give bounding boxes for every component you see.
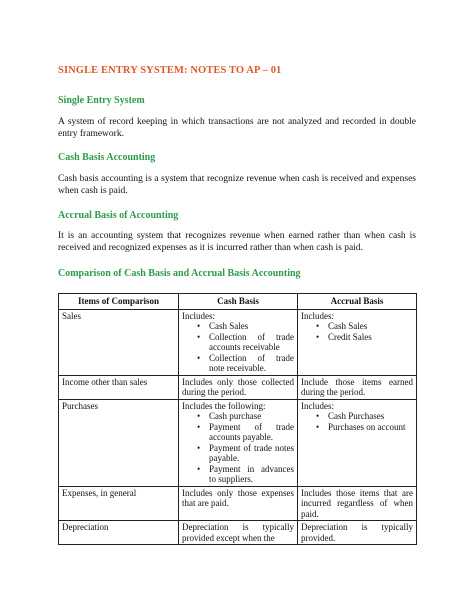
heading-comparison: Comparison of Cash Basis and Accrual Basis Accounting [58, 268, 301, 279]
list-item: • Collection of trade note receivable. [182, 353, 294, 374]
list-item: • Payment of trade accounts payable. [182, 422, 294, 443]
row-label: Sales [59, 309, 179, 375]
cell-intro: Includes the following: [182, 400, 266, 411]
list-item: • Cash Purchases [301, 411, 413, 422]
list-item: • Payment of trade notes payable. [182, 443, 294, 464]
accrual-basis-cell: Include those items earned during the period. [298, 375, 417, 399]
heading-cash-basis-accounting: Cash Basis Accounting [58, 152, 156, 163]
cash-basis-cell [179, 399, 298, 486]
column-header-items: Items of Comparison [59, 294, 179, 310]
list-item: • Payment in advances to suppliers. [182, 464, 294, 485]
cell-intro: Includes: [301, 400, 334, 411]
document-title: SINGLE ENTRY SYSTEM: NOTES TO AP – 01 [58, 65, 282, 76]
table-row-income-other [59, 375, 417, 399]
paragraph-single-entry-system: A system of record keeping in which transactions are not analyzed and recorded in double entry framework. [58, 117, 416, 139]
paragraph-cash-basis-accounting: Cash basis accounting is a system that recognize revenue when cash is received and expenses when cash is paid. [58, 174, 416, 196]
cash-basis-cell: Includes only those collected during the period. [179, 375, 298, 399]
row-label: Depreciation [59, 521, 179, 545]
table-row-depreciation [59, 521, 417, 545]
heading-single-entry-system: Single Entry System [58, 95, 145, 106]
bullet-list [182, 321, 294, 374]
row-label: Expenses, in general [59, 486, 179, 521]
table-header-row [59, 294, 417, 310]
list-item: • Credit Sales [301, 332, 413, 343]
cell-intro: Includes: [182, 310, 215, 321]
list-item: • Cash Sales [301, 321, 413, 332]
table-row-purchases [59, 399, 417, 486]
bullet-list [301, 321, 413, 342]
accrual-basis-cell: Depreciation is typically provided. [298, 521, 417, 545]
comparison-table [58, 293, 417, 545]
column-header-cash-basis: Cash Basis [179, 294, 298, 310]
accrual-basis-cell [298, 309, 417, 375]
row-label: Purchases [59, 399, 179, 486]
column-header-accrual-basis: Accrual Basis [298, 294, 417, 310]
table-row-sales [59, 309, 417, 375]
bullet-list [182, 411, 294, 485]
list-item: • Cash Sales [182, 321, 294, 332]
accrual-basis-cell [298, 399, 417, 486]
cell-intro: Includes: [301, 310, 334, 321]
cash-basis-cell: Includes only those expenses that are paid. [179, 486, 298, 521]
list-item: • Collection of trade accounts receivable [182, 332, 294, 353]
accrual-basis-cell: Includes those items that are incurred regardless of when paid. [298, 486, 417, 521]
list-item: • Purchases on account [301, 422, 413, 433]
list-item: • Cash purchase [182, 411, 294, 422]
heading-accrual-basis: Accrual Basis of Accounting [58, 210, 179, 221]
row-label: Income other than sales [59, 375, 179, 399]
paragraph-accrual-basis: It is an accounting system that recognizes revenue when earned rather than when cash is received and recognized expenses as it is incurred rather than when cash is paid. [58, 231, 416, 253]
bullet-list [301, 411, 413, 432]
table-row-expenses [59, 486, 417, 521]
cash-basis-cell [179, 309, 298, 375]
cash-basis-cell: Depreciation is typically provided except when the [179, 521, 298, 545]
